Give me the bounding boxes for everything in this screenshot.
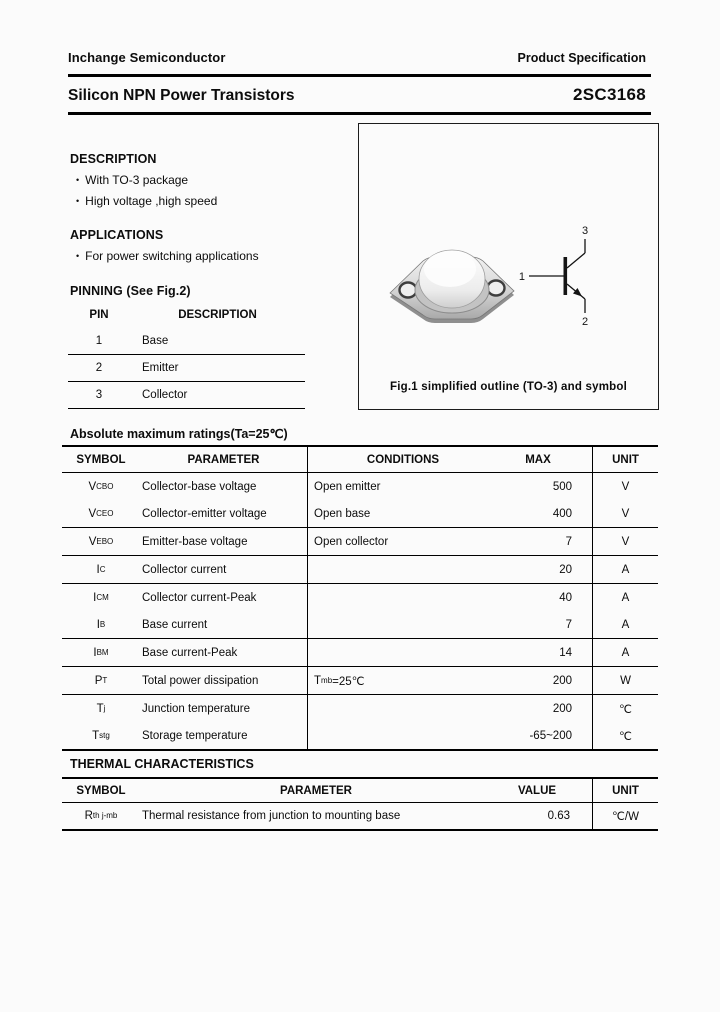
condition-text: Open base [314, 507, 371, 520]
unit-cell: A [592, 584, 658, 611]
pin-description: Collector [142, 389, 188, 401]
symbol-main: V [88, 480, 97, 493]
column-header-value: VALUE [517, 784, 557, 797]
title-row [68, 85, 646, 105]
condition-text: T [314, 674, 322, 687]
column-header-unit: UNIT [592, 779, 658, 802]
max-cell: 14 [559, 646, 572, 659]
thermal-table [62, 777, 658, 831]
description-heading: DESCRIPTION [70, 152, 157, 166]
unit-cell: V [592, 500, 658, 527]
table-row [62, 584, 658, 611]
max-cell: -65~200 [529, 729, 572, 742]
table-row [62, 803, 658, 829]
pinning-heading: PINNING (See Fig.2) [70, 284, 191, 298]
unit-cell: ℃/W [592, 803, 658, 829]
parameter-cell: Total power dissipation [142, 674, 259, 687]
symbol-main: I [93, 591, 97, 604]
figure-box [358, 123, 659, 410]
condition-text: Open emitter [314, 480, 381, 493]
symbol-main: T [92, 729, 100, 742]
table-row [62, 556, 658, 584]
figure-caption: Fig.1 simplified outline (TO-3) and symbol [390, 381, 627, 393]
bullet-icon: • [76, 175, 80, 185]
column-header-conditions: CONDITIONS [307, 447, 492, 472]
max-cell: 400 [552, 507, 572, 520]
table-row [62, 667, 658, 695]
table-row [62, 695, 658, 722]
abs-header-row [62, 447, 658, 473]
thermal-heading: THERMAL CHARACTERISTICS [70, 757, 254, 771]
symbol-main: V [88, 535, 97, 548]
conditions-cell [307, 611, 492, 638]
pin-number: 3 [95, 389, 103, 401]
bullet-icon: • [76, 196, 80, 206]
value-cell: 0.63 [547, 810, 570, 822]
conditions-cell [307, 695, 492, 722]
parameter-cell: Emitter-base voltage [142, 535, 248, 548]
parameter-cell: Collector-base voltage [142, 480, 257, 493]
max-cell: 7 [565, 618, 572, 631]
conditions-cell [307, 584, 492, 611]
table-row [68, 382, 305, 409]
symbol-main: P [94, 674, 103, 687]
pinning-table [68, 302, 305, 409]
pin-number: 2 [95, 362, 103, 374]
pin-description: Emitter [142, 362, 179, 374]
symbol-cell: I BM [93, 646, 109, 659]
description-item-text: High voltage ,high speed [85, 194, 218, 208]
header-rule-bottom [68, 112, 651, 115]
column-header-symbol: SYMBOL [76, 784, 126, 797]
parameter-cell: Collector current-Peak [142, 591, 257, 604]
symbol-cell: V CBO [88, 480, 114, 493]
applications-heading: APPLICATIONS [70, 228, 164, 242]
pin-description: Base [142, 335, 169, 347]
page-title: Silicon NPN Power Transistors [68, 87, 295, 104]
max-cell: 200 [552, 674, 572, 687]
conditions-cell [307, 473, 492, 500]
unit-cell: V [592, 528, 658, 555]
table-row [62, 528, 658, 556]
header-row [68, 50, 646, 65]
symbol-main: I [96, 563, 100, 576]
table-row [62, 639, 658, 667]
parameter-cell: Collector current [142, 563, 227, 576]
symbol-cell: R th j-mb [84, 810, 118, 822]
to3-package-image [383, 232, 523, 332]
symbol-main: V [88, 507, 97, 520]
column-header-symbol: SYMBOL [76, 453, 126, 466]
column-header-unit: UNIT [592, 447, 658, 472]
abs-ratings-table [62, 445, 658, 751]
parameter-cell: Base current-Peak [142, 646, 238, 659]
conditions-cell [307, 500, 492, 527]
symbol-cell: V CEO [88, 507, 114, 520]
parameter-cell: Base current [142, 618, 208, 631]
unit-cell: A [592, 611, 658, 638]
table-row [62, 500, 658, 528]
unit-cell: W [592, 667, 658, 694]
max-cell: 500 [552, 480, 572, 493]
table-row [62, 611, 658, 639]
spec-label: Product Specification [517, 51, 646, 65]
unit-cell: ℃ [592, 695, 658, 722]
bullet-icon: • [76, 251, 80, 261]
description-section [70, 152, 350, 208]
header-rule-top [68, 74, 651, 77]
symbol-cell: I C [96, 563, 106, 576]
column-header-parameter: PARAMETER [280, 784, 352, 797]
table-row [62, 722, 658, 749]
table-row [68, 355, 305, 382]
applications-item-text: For power switching applications [85, 249, 259, 263]
description-item [70, 194, 350, 208]
symbol-main: R [84, 810, 93, 822]
symbol-main: T [96, 702, 104, 715]
parameter-cell: Thermal resistance from junction to mounting base [142, 810, 401, 822]
parameter-cell: Storage temperature [142, 729, 248, 742]
pinning-header-row [68, 302, 305, 328]
symbol-cell: T j [96, 702, 106, 715]
unit-cell: A [592, 639, 658, 666]
part-number: 2SC3168 [573, 85, 646, 104]
max-cell: 200 [552, 702, 572, 715]
symbol-main: I [93, 646, 97, 659]
conditions-cell [307, 556, 492, 583]
symbol-cell: I B [96, 618, 106, 631]
pin-column-header: PIN [89, 309, 109, 321]
parameter-cell: Collector-emitter voltage [142, 507, 267, 520]
pin-number: 1 [95, 335, 103, 347]
column-header-max: MAX [525, 453, 551, 466]
conditions-cell [307, 639, 492, 666]
npn-transistor-symbol [517, 222, 632, 330]
conditions-cell: T mb =25℃ [307, 667, 492, 694]
table-row [62, 473, 658, 500]
applications-item [70, 249, 350, 263]
abs-ratings-heading: Absolute maximum ratings(Ta=25℃) [70, 427, 288, 441]
symbol-cell: T stg [92, 729, 110, 742]
max-cell: 7 [565, 535, 572, 548]
max-cell: 20 [559, 563, 572, 576]
conditions-cell [307, 528, 492, 555]
max-cell: 40 [559, 591, 572, 604]
thermal-header-row [62, 779, 658, 803]
condition-text: =25℃ [332, 675, 365, 688]
conditions-cell [307, 722, 492, 749]
symbol-cell: V EBO [88, 535, 114, 548]
symbol-pin-label-base: 1 [518, 271, 525, 283]
parameter-cell: Junction temperature [142, 702, 251, 715]
symbol-cell: P T [94, 674, 108, 687]
column-header-parameter: PARAMETER [187, 453, 260, 466]
description-item-text: With TO-3 package [85, 173, 189, 187]
company-name: Inchange Semiconductor [68, 50, 226, 65]
condition-text: Open collector [314, 535, 389, 548]
applications-section [70, 228, 350, 263]
description-item [70, 173, 350, 187]
symbol-cell: I CM [93, 591, 109, 604]
symbol-main: I [96, 618, 100, 631]
symbol-pin-label-emitter: 2 [581, 316, 589, 328]
table-row [68, 328, 305, 355]
unit-cell: V [592, 473, 658, 500]
unit-cell: ℃ [592, 722, 658, 749]
symbol-pin-label-collector: 3 [581, 225, 589, 237]
description-column-header: DESCRIPTION [178, 309, 257, 321]
unit-cell: A [592, 556, 658, 583]
